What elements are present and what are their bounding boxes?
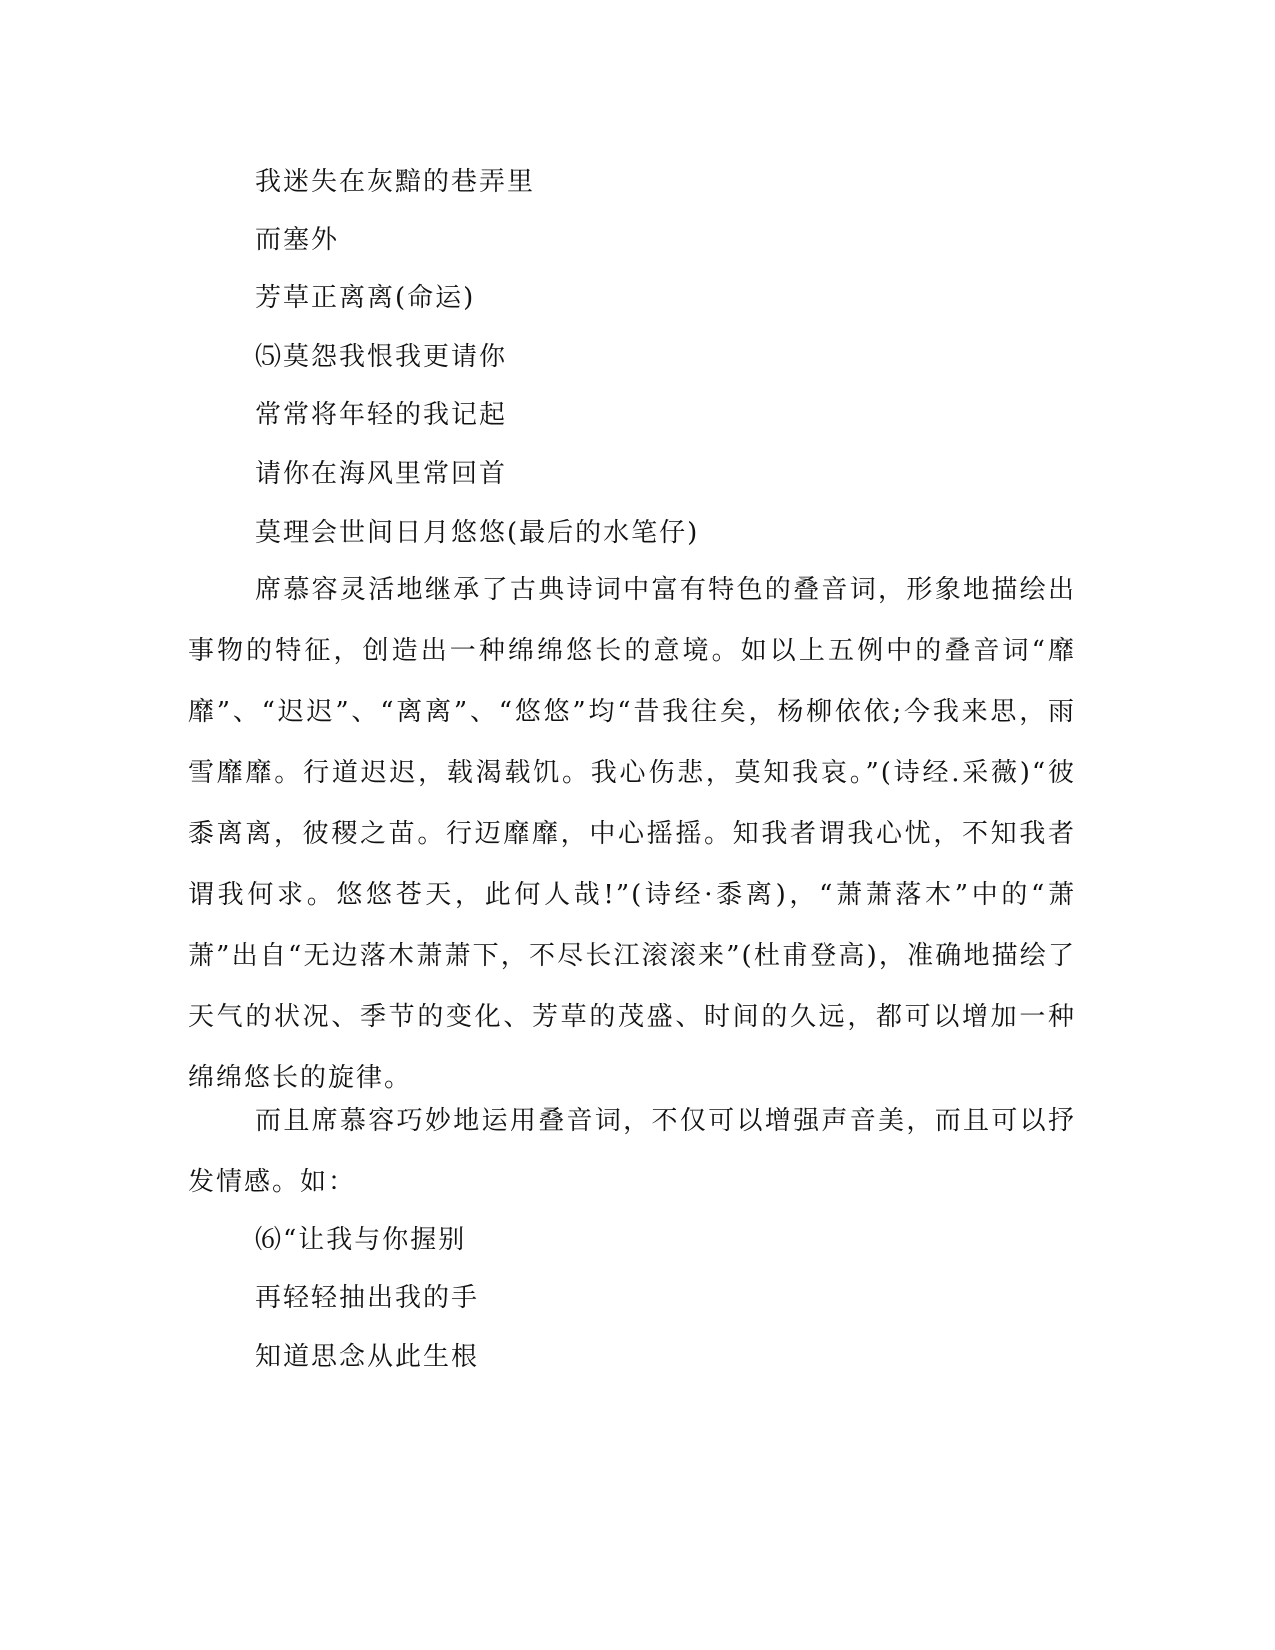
poem-line: ⑹“让我与你握别 [255,1225,467,1255]
poem-line: 芳草正离离(命运) [255,283,476,313]
poem-line: 再轻轻抽出我的手 [255,1283,480,1313]
poem-line: 莫理会世间日月悠悠(最后的水笔仔) [255,518,700,548]
poem-line: 而塞外 [255,225,340,255]
poem-line: ⑸莫怨我恨我更请你 [255,342,508,372]
poem-line: 知道思念从此生根 [255,1342,480,1372]
body-paragraph: 而且席慕容巧妙地运用叠音词，不仅可以增强声音美，而且可以抒发情感。如： [188,1106,1076,1197]
body-paragraph: 席慕容灵活地继承了古典诗词中富有特色的叠音词，形象地描绘出事物的特征，创造出一种绵绵悠长的意境。如以上五例中的叠音词“靡靡”、“迟迟”、“离离”、“悠悠”均“昔我往矣，杨柳依依;今我来思，雨雪靡靡。行道迟迟，载渴载饥。我心伤悲，莫知我哀。”(诗经.采薇)“彼黍离离，彼稷之苗。行迈靡靡，中心摇摇。知我者谓我心忧，不知我者谓我何求。悠悠苍天，此何人哉!”(诗经·黍离)，“萧萧落木”中的“萧萧”出自“无边落木萧萧下，不尽长江滚滚来”(杜甫登高)，准确地描绘了天气的状况、季节的变化、芳草的茂盛、时间的久远，都可以增加一种绵绵悠长的旋律。 [188,575,1076,1093]
poem-line: 我迷失在灰黯的巷弄里 [255,167,536,197]
poem-line: 请你在海风里常回首 [255,459,508,489]
poem-line: 常常将年轻的我记起 [255,400,508,430]
